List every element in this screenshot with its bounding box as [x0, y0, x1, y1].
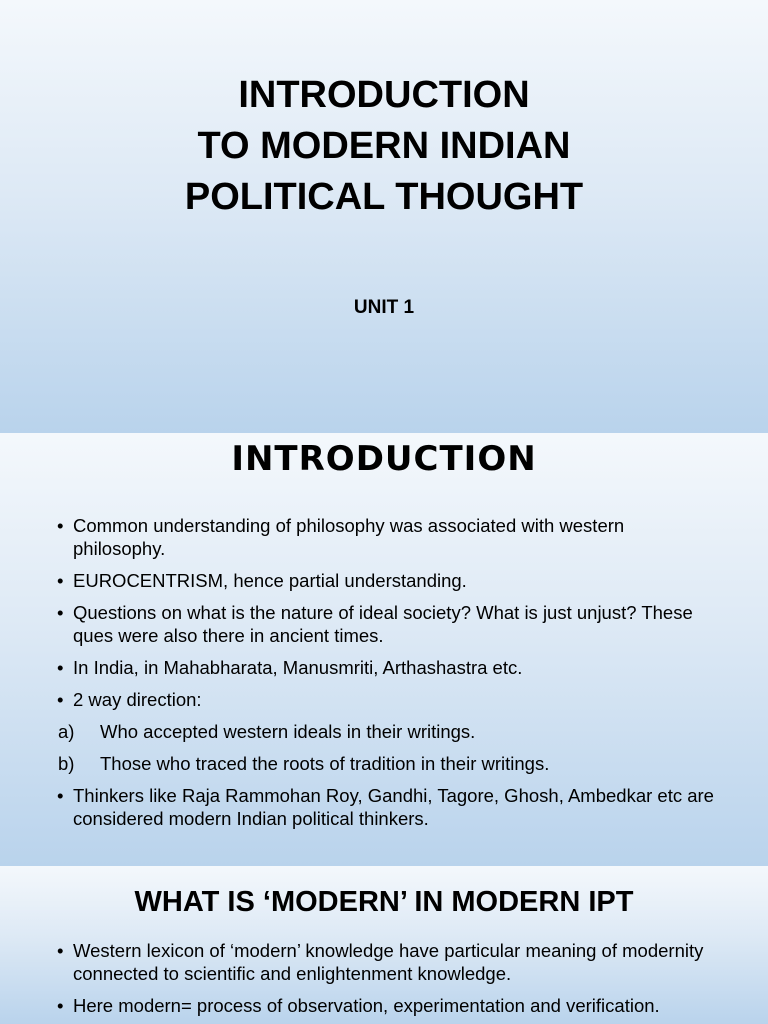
list-item-text: In India, in Mahabharata, Manusmriti, Arthashastra etc. — [73, 657, 523, 678]
letter-marker: b) — [58, 753, 75, 774]
title-line-1: INTRODUCTION — [238, 74, 530, 116]
list-item-text: EUROCENTRISM, hence partial understanding. — [73, 570, 467, 591]
title-slide — [0, 0, 768, 433]
bullet-list — [57, 939, 717, 1024]
list-item — [57, 656, 717, 679]
bullet-marker: • — [57, 689, 64, 710]
slide-title — [0, 70, 768, 223]
list-item — [57, 939, 717, 985]
list-item — [57, 514, 717, 560]
list-item — [58, 752, 717, 775]
slide-heading: INTRODUCTION — [231, 439, 537, 479]
list-item — [57, 601, 717, 647]
bullet-marker: • — [57, 785, 64, 806]
list-item-text: Who accepted western ideals in their writings. — [100, 721, 476, 742]
bullet-marker: • — [57, 995, 64, 1016]
bullet-list — [57, 514, 717, 839]
letter-marker: a) — [58, 721, 75, 742]
bullet-marker: • — [57, 657, 64, 678]
list-item-text: Here modern= process of observation, experimentation and verification. — [73, 995, 660, 1016]
list-item — [57, 784, 717, 830]
list-item-text: Common understanding of philosophy was associated with western philosophy. — [73, 515, 625, 559]
title-line-2: TO MODERN INDIAN — [197, 125, 571, 167]
modern-ipt-slide — [0, 866, 768, 1024]
list-item-text: Western lexicon of ‘modern’ knowledge have particular meaning of modernity connected to scientific and enlightenment knowledge. — [73, 940, 704, 984]
bullet-marker: • — [57, 940, 64, 961]
list-item-text: Thinkers like Raja Rammohan Roy, Gandhi, Tagore, Ghosh, Ambedkar etc are considered modern Indian political thinkers. — [73, 785, 714, 829]
title-line-3: POLITICAL THOUGHT — [184, 176, 584, 218]
list-item-text: Questions on what is the nature of ideal society? What is just unjust? These ques were also there in ancient times. — [73, 602, 693, 646]
list-item — [58, 720, 717, 743]
slide-heading: WHAT IS ‘MODERN’ IN MODERN IPT — [134, 886, 634, 918]
list-item-text: Those who traced the roots of tradition in their writings. — [100, 753, 550, 774]
list-item — [57, 688, 717, 711]
list-item-text: 2 way direction: — [73, 689, 202, 710]
list-item — [57, 994, 717, 1017]
list-item — [57, 569, 717, 592]
slide-subtitle: UNIT 1 — [353, 297, 415, 318]
bullet-marker: • — [57, 515, 64, 536]
bullet-marker: • — [57, 570, 64, 591]
bullet-marker: • — [57, 602, 64, 623]
introduction-slide — [0, 433, 768, 866]
